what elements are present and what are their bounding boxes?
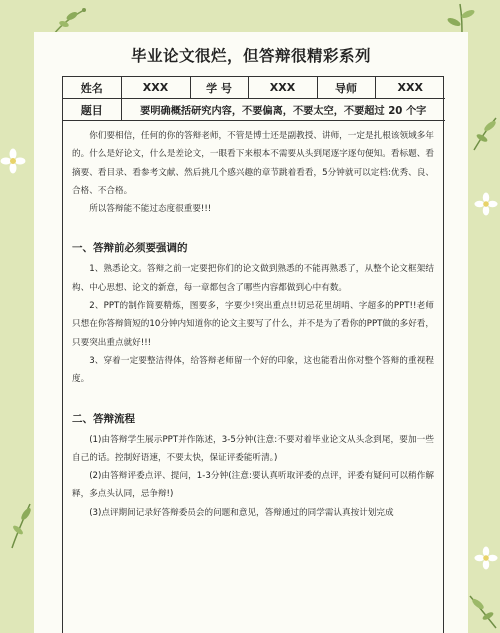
- info-row: [63, 77, 445, 99]
- intro-paragraph: 所以答辩能不能过态度很重要!!!: [89, 204, 212, 215]
- info-table: [63, 77, 445, 121]
- document-page: [34, 32, 468, 633]
- student-id-value: XXX: [248, 77, 317, 99]
- leaf-branch-icon: [470, 112, 500, 152]
- section-paragraph: (1)由答辩学生展示PPT并作陈述，3-5分钟(注意:不要对着毕业论文从头念到尾，要加一些自己的话。控制好语速，不要太快，保证评委能听清。): [72, 434, 434, 463]
- advisor-label: 导师: [317, 77, 375, 99]
- section-paragraph: (2)由答辩评委点评、提问，1-3分钟(注意:要认真听取评委的点评，评委有疑问可以稍作解释，多点头认同，忌争辩!): [72, 471, 434, 500]
- section-paragraph: 2、PPT的制作简要精炼，图要多，字要少!突出重点!!切忌花里胡哨、字超多的PPT!!老师只想在你答辩简短的10分钟内知道你的论文主要写了什么，并不是为了看你的PPT做的多好看，只要突出重点就好!!!: [72, 301, 434, 348]
- section-paragraph: 3、穿着一定要整洁得体，给答辩老师留一个好的印象，这也能看出你对整个答辩的重视程度。: [72, 355, 434, 385]
- intro-paragraph: 你们要相信，任何的你的答辩老师，不管是博士还是副教授、讲师，一定是扎根该领域多年的。什么是好论文，什么是差论文，一眼看下来根本不需要从头到尾逐字逐句便知。看标题、看摘要、看目录、看参考文献、然后挑几个感兴趣的章节跳着看看，5分钟就可以定档:优秀、良、合格、不合格。: [72, 131, 434, 196]
- topic-value: 要明确概括研究内容，不要偏离，不要太空，不要超过 20 个字: [121, 99, 445, 121]
- document-title: 毕业论文很烂，但答辩很精彩系列: [130, 47, 371, 65]
- name-label: 姓名: [63, 77, 121, 99]
- topic-label: 题目: [63, 99, 121, 121]
- form-sheet: [62, 76, 444, 633]
- section-heading: 二、答辩流程: [72, 412, 135, 425]
- name-value: XXX: [121, 77, 190, 99]
- section-heading: 一、答辩前必须要强调的: [72, 242, 188, 255]
- flower-icon: [474, 192, 498, 216]
- flower-icon: [0, 148, 26, 174]
- leaf-branch-icon: [466, 590, 500, 630]
- section-paragraph: 1、熟悉论文。答辩之前一定要把你们的论文做到熟悉的不能再熟悉了，从整个论文框架结构、中心思想、论文的新意，每一章都包含了哪些内容都做到心中有数。: [72, 264, 434, 293]
- student-id-label: 学 号: [190, 77, 248, 99]
- topic-row: [63, 99, 445, 121]
- flower-icon: [474, 546, 498, 570]
- advisor-value: XXX: [375, 77, 445, 99]
- section-paragraph: (3)点评期间记录好答辩委员会的问题和意见，答辩通过的同学需认真按计划完成: [89, 507, 394, 518]
- leaf-branch-icon: [6, 500, 36, 550]
- document-body: [63, 121, 443, 522]
